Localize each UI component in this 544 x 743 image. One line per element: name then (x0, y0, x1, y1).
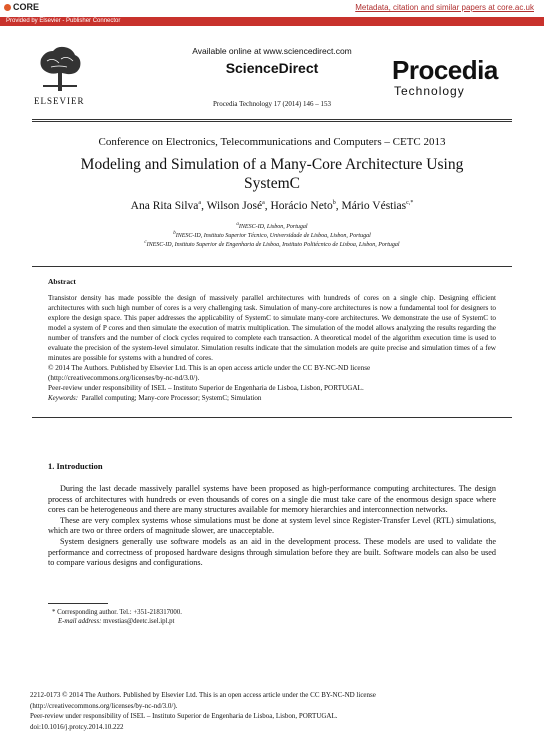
footnote: * Corresponding author. Tel.: +351-218317000. E-mail address: mvestias@deetc.isel.ipl.pt (52, 609, 182, 625)
abstract-body (48, 293, 496, 403)
footnote-rule (48, 603, 108, 604)
header-rule (32, 119, 512, 120)
journal-reference: Procedia Technology 17 (2014) 146 – 153 (213, 100, 331, 108)
affiliation-b: $^b$INESC-ID, Instituto Superior Técnico, Universidade de Lisboa, Lisbon, Portugal (173, 231, 371, 239)
keywords: Keywords: Parallel computing; Many-core Processor; SystemC; Simulation (48, 394, 262, 402)
author-list: Ana Rita Silva$^a$, Wilson José$^a$, Horácio Neto$^b$, Mário Véstias$^{c,*}$ (130, 200, 414, 212)
core-logo[interactable]: CORE (4, 2, 39, 12)
elsevier-wordmark: ELSEVIER (34, 96, 85, 106)
abstract-top-rule (32, 266, 512, 267)
abstract-paragraph: Transistor density has made possible the design of massively parallel architectures with hundreds of cores on a single chip. Designing efficient architectures with such high number of cores is a very challenging task. Simulation of many-core architectures is now a fundamental tool for designers to explore the design space. This paper addresses the applicability of SystemC to simulate many-core architectures. We demonstrate the use of SystemC to model a system of P cores and then simulate the execution of matrix multiplication. The simulation of the model allows analyzing the results regarding the number of transfers and the number of clock cycles required to complete each transaction. A theoretical model of the algorithm execution time is used to evaluate the precision of the system-level simulator. Simulation results indicate that the simulation models are quite precise and simulation times of a few minutes are possible for systems with a hundred of cores. (48, 294, 496, 362)
doi: doi:10.1016/j.protcy.2014.10.222 (30, 722, 124, 731)
provider-text: Provided by Elsevier - Publisher Connector (6, 18, 121, 24)
abstract-bottom-rule (32, 417, 512, 418)
bottom-publication-info: 2212-0173 © 2014 The Authors. Published by Elsevier Ltd. This is an open access article under the CC BY-NC-ND license (http://creativecommons.org/licenses/by-nc-nd/3.0/). Peer-review under responsibility of ISEL – Instituto Superior de Engenharia de Lisboa, Lisbon, PORTUGAL. doi:10.1016/j.protcy.2014.10.222 (30, 691, 376, 731)
abstract-peer-review: Peer-review under responsibility of ISEL – Instituto Superior de Engenharia de Lisboa, Lisbon, PORTUGAL. (48, 384, 364, 392)
provider-bar (0, 17, 544, 26)
sciencedirect-logo: ScienceDirect (225, 60, 319, 76)
paragraph: System designers generally use software models as an aid in the development process. These models are used to validate the performance and correctness of proposed hardware designs through simulation before they are built. Software models can also be used to compare various designs and configurations. (48, 536, 496, 568)
section-heading-introduction: 1. Introduction (48, 461, 103, 471)
available-online: Available online at www.sciencedirect.com (192, 46, 352, 56)
conference-name: Conference on Electronics, Telecommunications and Computers – CETC 2013 (98, 136, 446, 148)
affiliation-c: $^c$INESC-ID, Instituto Superior de Engenharia de Lisboa, Instituto Politécnico de Lisboa, Lisbon, Portugal (144, 240, 400, 248)
paragraph: These are very complex systems whose simulations must be done at system level since Register-Transfer Level (RTL) simulations, which are two or three orders of magnitude slower, are unacceptable. (48, 515, 496, 536)
introduction-body (48, 484, 496, 569)
procedia-logo: Procedia (392, 55, 498, 85)
paper-title: Modeling and Simulation of a Many-Core Architecture Using SystemC (80, 156, 464, 192)
email-address[interactable]: mvestias@deetc.isel.ipl.pt (103, 618, 175, 625)
abstract-copyright: © 2014 The Authors. Published by Elsevier Ltd. This is an open access article under the CC BY-NC-ND license (48, 364, 371, 372)
abstract-heading: Abstract (48, 277, 76, 286)
core-logo-icon (4, 4, 11, 11)
paragraph: During the last decade massively parallel systems have been proposed as high-performance computing architectures. The design process of architectures with hundreds or even thousands of cores on a single die must take care of the enormous design space where cores can be heterogeneous and there are many structures available for memory hierarchies and interconnection networks. (48, 484, 496, 515)
header-rule-2 (32, 121, 512, 122)
technology-subtitle: Technology (394, 84, 465, 98)
core-metadata-link[interactable]: Metadata, citation and similar papers at core.ac.uk (355, 3, 534, 12)
license-link[interactable]: (http://creativecommons.org/licenses/by-nc-nd/3.0/). (48, 374, 200, 382)
affiliation-a: $^a$INESC-ID, Lisbon, Portugal (236, 222, 308, 230)
